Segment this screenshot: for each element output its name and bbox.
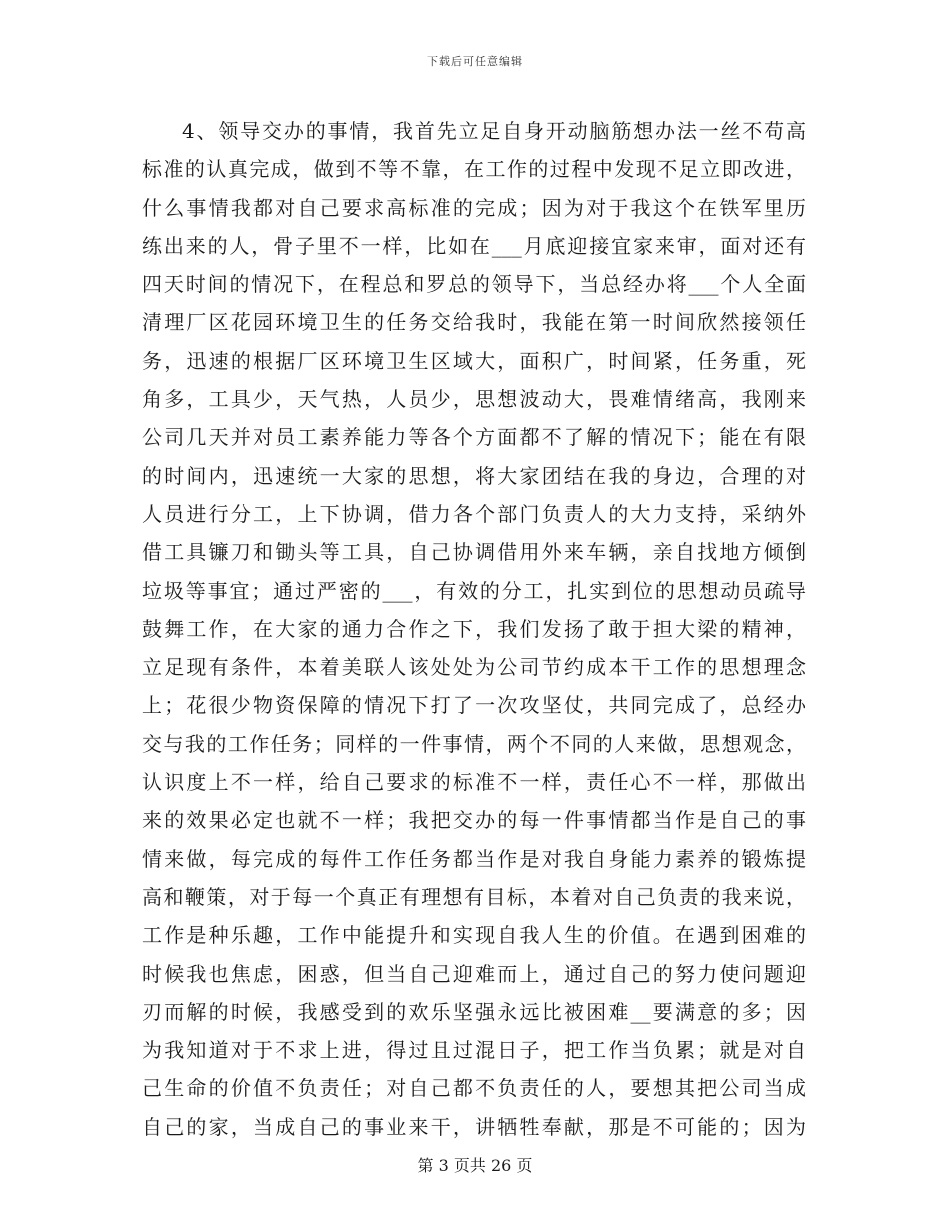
- body-line: 交与我的工作任务；同样的一件事情，两个不同的人来做，思想观念，: [142, 731, 806, 756]
- body-line: 角多，工具少，天气热，人员少，思想波动大，畏难情绪高，我刚来: [142, 387, 806, 412]
- body-line: 公司几天并对员工素养能力等各个方面都不了解的情况下；能在有限: [142, 425, 806, 450]
- body-line: 时候我也焦虑，困惑，但当自己迎难而上，通过自己的努力使问题迎: [142, 961, 806, 986]
- body-line: 为我知道对于不求上进，得过且过混日子，把工作当负累；就是对自: [142, 1038, 806, 1063]
- body-line: 工作是种乐趣，工作中能提升和实现自我人生的价值。在遇到困难的: [142, 923, 806, 948]
- body-line: 来的效果必定也就不一样；我把交办的每一件事情都当作是自己的事: [142, 808, 806, 833]
- body-line: 务，迅速的根据厂区环境卫生区域大，面积广，时间紧，任务重，死: [142, 348, 806, 373]
- body-line: 情来做，每完成的每件工作任务都当作是对我自身能力素养的锻炼提: [142, 846, 806, 871]
- body-line: 垃圾等事宜；通过严密的___，有效的分工，扎实到位的思想动员疏导: [142, 578, 806, 603]
- body-line: 自己的家，当成自己的事业来干，讲牺牲奉献，那是不可能的；因为: [142, 1114, 806, 1139]
- body-line: 的时间内，迅速统一大家的思想，将大家团结在我的身边，合理的对: [142, 463, 806, 488]
- body-line: 4、领导交办的事情，我首先立足自身开动脑筋想办法一丝不苟高: [182, 119, 806, 143]
- body-line: 四天时间的情况下，在程总和罗总的领导下，当总经办将___个人全面: [142, 272, 806, 297]
- body-line: 己生命的价值不负责任；对自己都不负责任的人，要想其把公司当成: [142, 1076, 806, 1101]
- body-line: 刃而解的时候，我感受到的欢乐坚强永远比被困难__要满意的多；因: [142, 999, 806, 1024]
- body-line: 鼓舞工作，在大家的通力合作之下，我们发扬了敢于担大梁的精神，: [142, 616, 806, 641]
- body-line: 练出来的人，骨子里不一样，比如在___月底迎接宜家来审，面对还有: [142, 233, 806, 258]
- body-line: 标准的认真完成，做到不等不靠，在工作的过程中发现不足立即改进，: [142, 157, 806, 182]
- body-line: 上；花很少物资保障的情况下打了一次攻坚仗，共同完成了，总经办: [142, 693, 806, 718]
- body-line: 清理厂区花园环境卫生的任务交给我时，我能在第一时间欣然接领任: [142, 310, 806, 335]
- body-line: 高和鞭策，对于每一个真正有理想有目标，本着对自己负责的我来说，: [142, 884, 806, 909]
- body-line: 人员进行分工，上下协调，借力各个部门负责人的大力支持，采纳外: [142, 501, 806, 526]
- body-line: 认识度上不一样，给自己要求的标准不一样，责任心不一样，那做出: [142, 770, 806, 795]
- document-body: [142, 112, 806, 1146]
- body-line: 借工具镰刀和锄头等工具，自己协调借用外来车辆，亲自找地方倾倒: [142, 540, 806, 565]
- body-line: 什么事情我都对自己要求高标准的完成；因为对于我这个在铁军里历: [142, 195, 806, 220]
- page-number: 第 3 页共 26 页: [417, 1156, 533, 1175]
- page-header: 下载后可任意编辑: [427, 55, 523, 68]
- body-line: 立足现有条件，本着美联人该处处为公司节约成本干工作的思想理念: [142, 655, 806, 680]
